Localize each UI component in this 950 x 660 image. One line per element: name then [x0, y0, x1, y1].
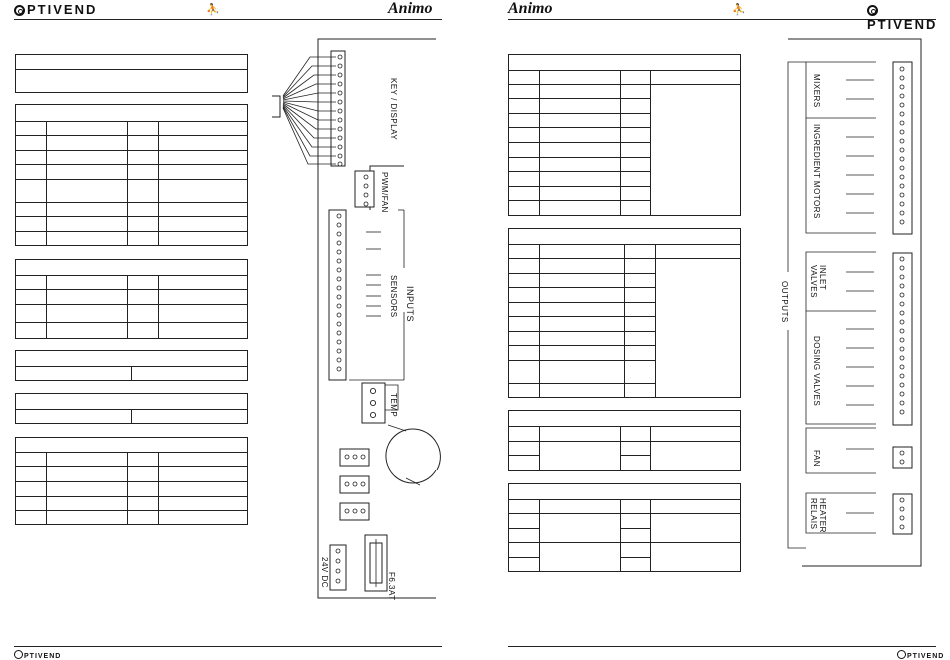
- inputs-label: INPUTS: [405, 286, 415, 323]
- brand-text: PTIVEND: [27, 2, 98, 17]
- animo-logo-right: Animo: [508, 0, 553, 17]
- person-icon: ⛹: [206, 4, 220, 16]
- mixers-label: MIXERS: [812, 74, 821, 108]
- animo-logo-left: Animo: [388, 0, 433, 17]
- brand-text: PTIVEND: [907, 653, 945, 660]
- outputs-bracket: [788, 62, 806, 548]
- outputs-label: OUTPUTS: [780, 281, 789, 323]
- brand-text: PTIVEND: [867, 17, 938, 32]
- temp-label: TEMP: [389, 393, 398, 418]
- fan-connector: [893, 447, 912, 468]
- person-icon: ⛹: [732, 4, 746, 16]
- heater-relais-label: HEATER RELAIS: [809, 498, 827, 533]
- brand-text: PTIVEND: [24, 653, 62, 660]
- pwm-fan-label: PWM/FAN: [380, 172, 389, 213]
- output-lines: [846, 80, 874, 513]
- fan-label: FAN: [812, 450, 821, 468]
- fuse-label: F6.3AT: [387, 572, 396, 601]
- key-display-label: KEY / DISPLAY: [389, 78, 398, 141]
- sensors-label: SENSORS: [389, 275, 398, 318]
- power-label: 24V DC: [320, 557, 329, 589]
- inlet-valves-label: INLET VALVES: [809, 265, 827, 298]
- ingredient-motors-label: INGREDIENT MOTORS: [812, 124, 821, 219]
- dosing-valves-label: DOSING VALVES: [812, 336, 821, 407]
